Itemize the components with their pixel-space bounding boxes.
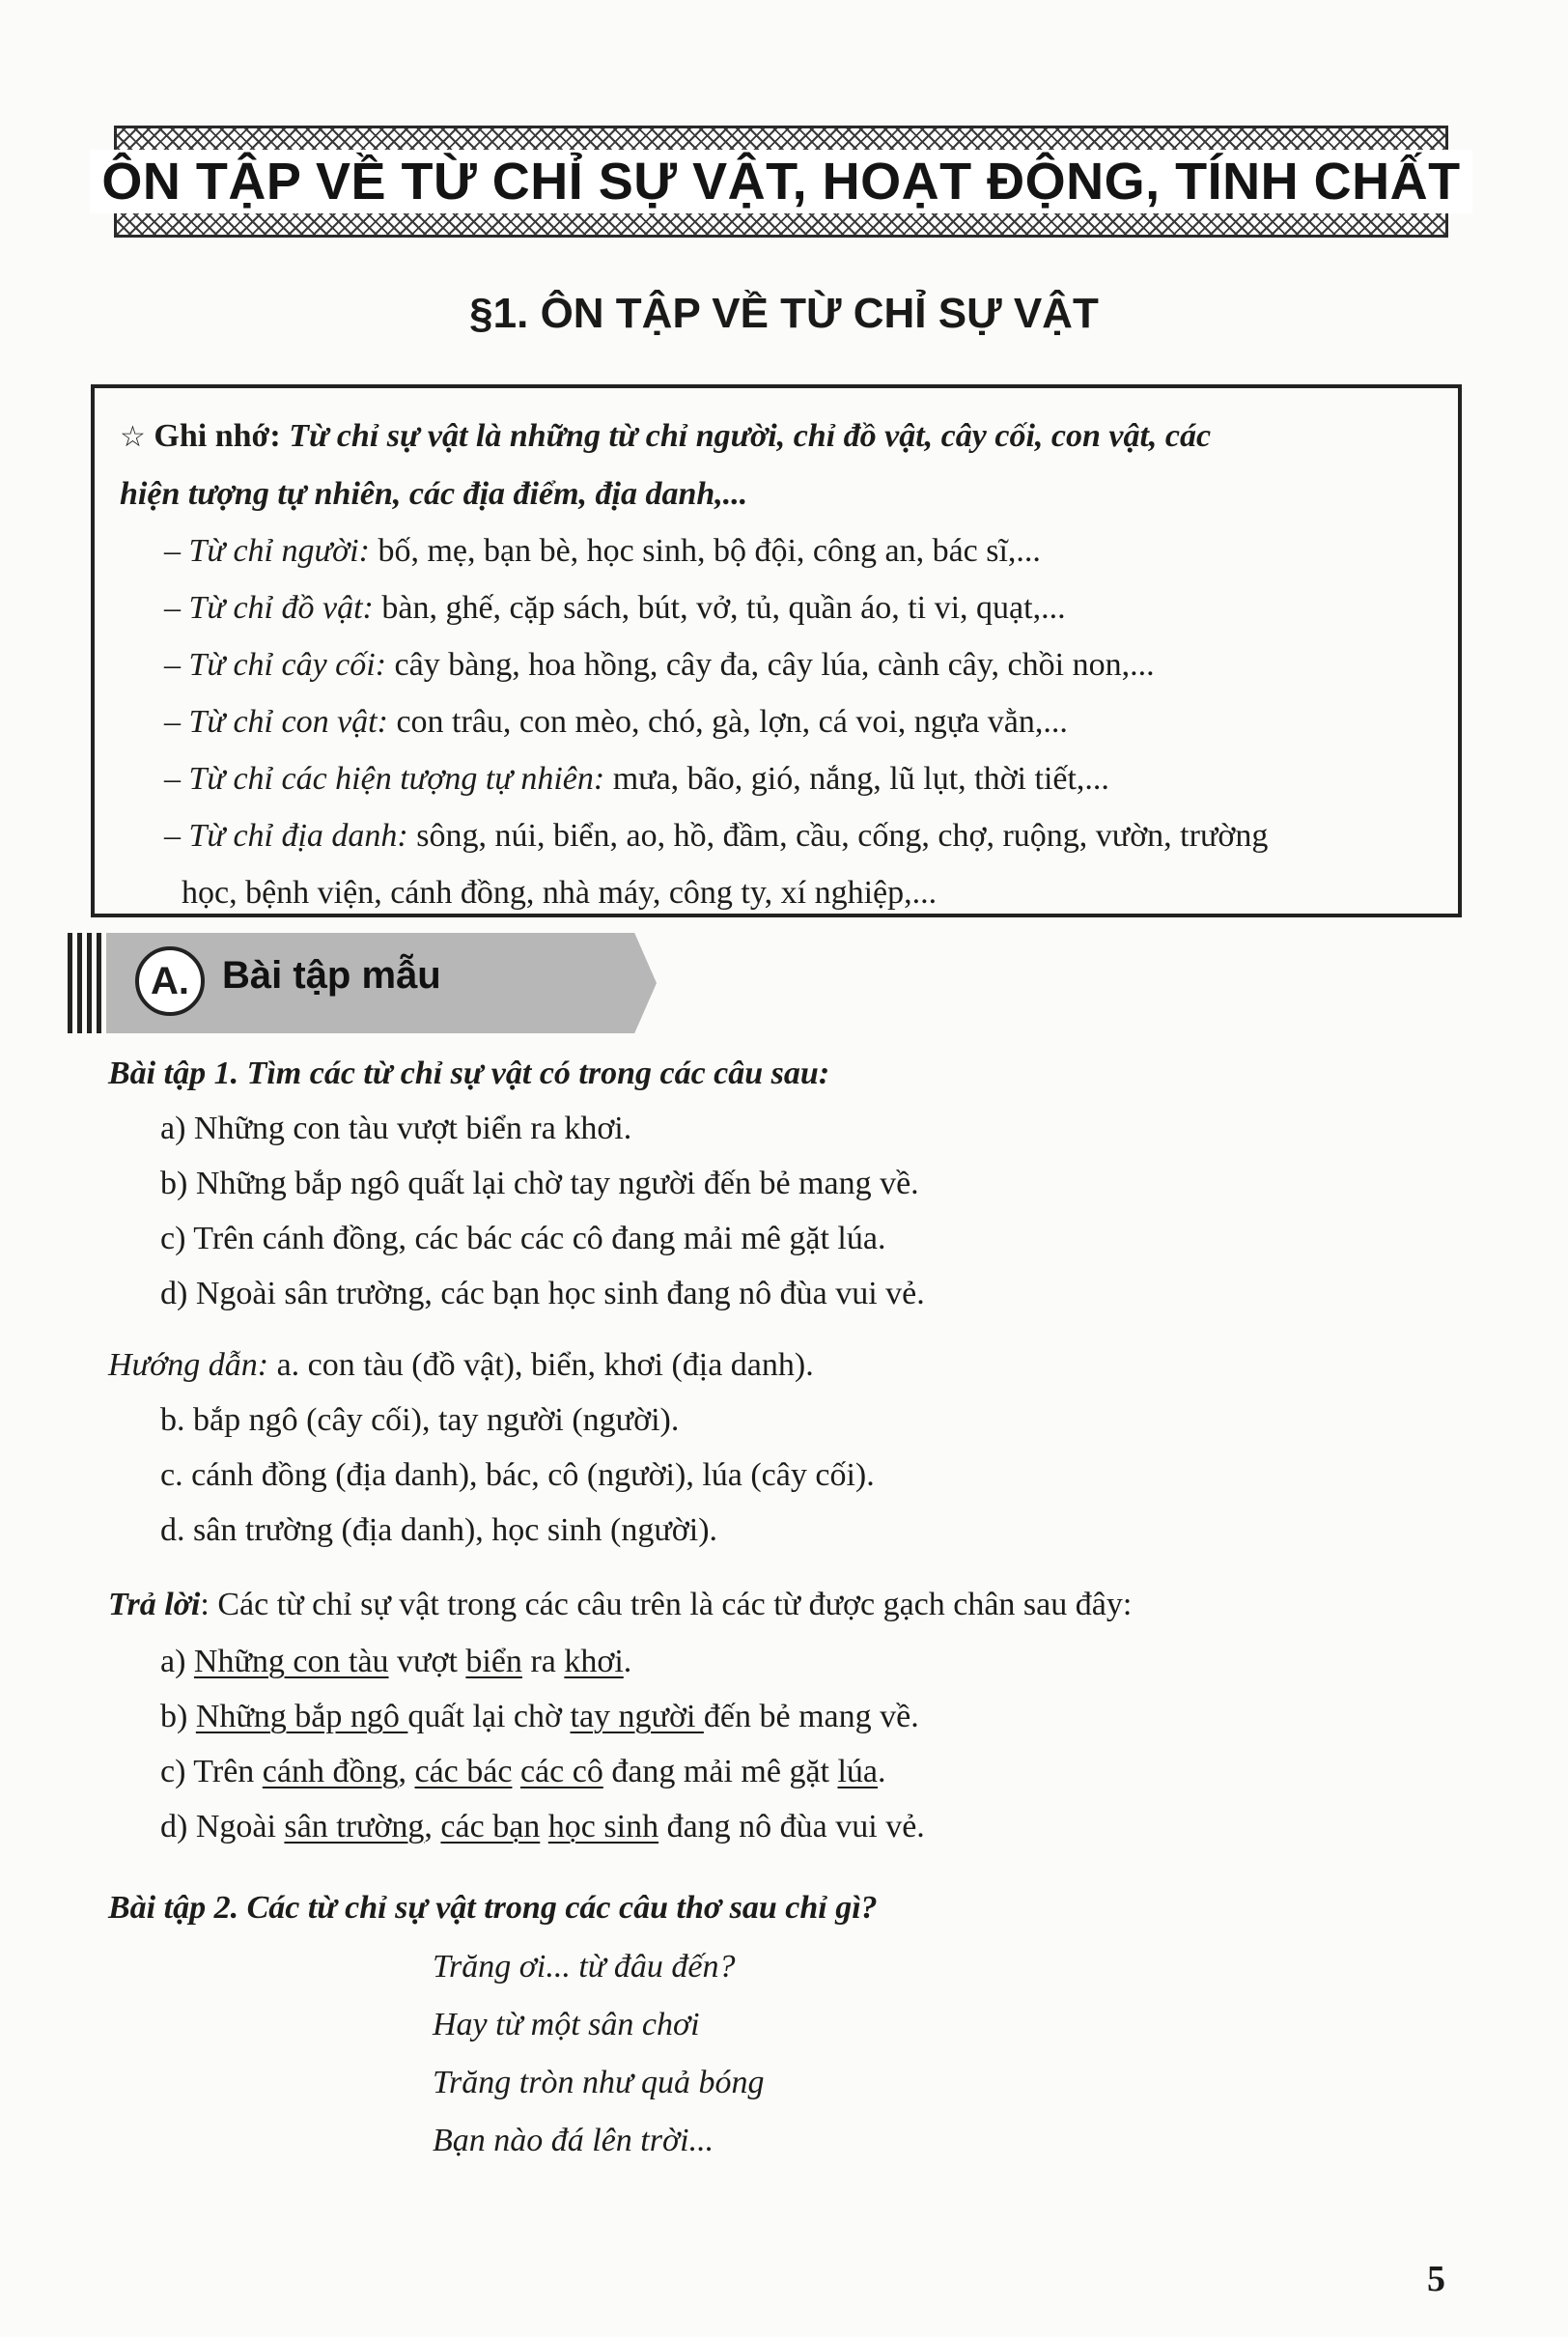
guide-line: b. bắp ngô (cây cối), tay người (người).: [160, 1402, 680, 1438]
note-continuation: học, bệnh viện, cánh đồng, nhà máy, công ty, xí nghiệp,...: [182, 875, 938, 911]
underlined-word: khơi: [564, 1644, 624, 1679]
note-item: [120, 750, 1433, 807]
poem-line: Bạn nào đá lên trời...: [433, 2123, 714, 2158]
guide-line: c. cánh đồng (địa danh), bác, cô (người), lúa (cây cối).: [160, 1457, 875, 1493]
section-a-header: [68, 933, 657, 1033]
note-item-label: – Từ chỉ người:: [164, 533, 370, 569]
poem-line: Hay từ một sân chơi: [433, 2007, 700, 2042]
note-item: [120, 522, 1433, 579]
answer-text: .: [878, 1754, 886, 1789]
answer-text: ,: [424, 1809, 441, 1844]
note-definition-2: hiện tượng tự nhiên, các địa điểm, địa danh,...: [120, 476, 748, 512]
note-definition-1: Từ chỉ sự vật là những từ chỉ người, chỉ đồ vật, cây cối, con vật, các: [289, 418, 1212, 454]
guide-line: d. sân trường (địa danh), học sinh (người).: [160, 1512, 718, 1548]
note-label: Ghi nhớ:: [154, 418, 281, 454]
underlined-word: các cô: [519, 1754, 603, 1789]
guide-label: Hướng dẫn:: [108, 1347, 269, 1383]
answer-label: Trả lời: [108, 1587, 201, 1622]
answer-text: quất lại chờ: [407, 1699, 571, 1734]
guide-text: a. con tàu (đồ vật), biển, khơi (địa danh).: [268, 1347, 814, 1383]
section-a-title: Bài tập mẫu: [222, 954, 441, 997]
chapter-banner: [101, 126, 1461, 238]
answer-text: .: [623, 1644, 632, 1679]
section-letter: A.: [135, 946, 205, 1016]
exercise-1-sentence: d) Ngoài sân trường, các bạn học sinh đang nô đùa vui vẻ.: [160, 1276, 925, 1311]
underlined-word: cánh đồng: [262, 1754, 399, 1789]
answer-text: c) Trên: [160, 1754, 263, 1789]
answer-text: đang mải mê gặt: [602, 1754, 838, 1789]
answer-line-b: [160, 1699, 919, 1735]
note-item-text: bố, mẹ, bạn bè, học sinh, bộ đội, công an, bác sĩ,...: [369, 533, 1041, 569]
note-box: [91, 384, 1462, 917]
answer-line-c: [160, 1754, 886, 1790]
note-item-label: – Từ chỉ cây cối:: [164, 647, 387, 683]
note-item-text: sông, núi, biển, ao, hồ, đầm, cầu, cống, chợ, ruộng, vườn, trường: [407, 818, 1269, 854]
underlined-word: Những bắp ngô: [195, 1699, 408, 1734]
page-number: 5: [1427, 2259, 1445, 2299]
answer-text: a): [160, 1644, 194, 1679]
answer-text: ,: [398, 1754, 415, 1789]
note-item-text: con trâu, con mèo, chó, gà, lợn, cá voi, ngựa vằn,...: [387, 704, 1068, 740]
answer-text: vượt: [388, 1644, 466, 1679]
answer-line-d: [160, 1809, 925, 1845]
underlined-word: học sinh: [547, 1809, 659, 1844]
guide-line: [108, 1347, 814, 1384]
note-item-label: – Từ chỉ địa danh:: [164, 818, 408, 854]
poem-line: Trăng ơi... từ đâu đến?: [433, 1949, 736, 1985]
note-item-label: – Từ chỉ đồ vật:: [164, 590, 374, 626]
note-item: [120, 636, 1433, 693]
exercise-1-heading: Bài tập 1. Tìm các từ chỉ sự vật có trong các câu sau:: [108, 1056, 830, 1091]
note-item: [120, 693, 1433, 750]
answer-line-a: [160, 1644, 631, 1680]
underlined-word: Những con tàu: [193, 1644, 389, 1679]
note-heading: [120, 408, 1433, 465]
answer-text: ra: [521, 1644, 565, 1679]
exercise-1-sentence: b) Những bắp ngô quất lại chờ tay người đến bẻ mang về.: [160, 1166, 919, 1201]
note-item: [120, 807, 1433, 864]
exercise-1-sentence: c) Trên cánh đồng, các bác các cô đang mải mê gặt lúa.: [160, 1221, 886, 1256]
answer-intro: [108, 1587, 1132, 1623]
answer-text: [540, 1809, 548, 1844]
answer-text: đến bẻ mang về.: [703, 1699, 919, 1734]
underlined-word: biển: [465, 1644, 522, 1679]
answer-text: b): [160, 1699, 196, 1734]
note-item-text: bàn, ghế, cặp sách, bút, vở, tủ, quần áo, ti vi, quạt,...: [373, 590, 1066, 626]
section-title: §1. ÔN TẬP VỀ TỪ CHỈ SỰ VẬT: [469, 290, 1099, 337]
underlined-word: các bạn: [440, 1809, 541, 1844]
underlined-word: tay người: [570, 1699, 704, 1734]
poem-line: Trăng tròn như quả bóng: [433, 2065, 765, 2100]
underlined-word: các bác: [414, 1754, 513, 1789]
note-item-text: mưa, bão, gió, nắng, lũ lụt, thời tiết,...: [604, 761, 1109, 797]
underlined-word: sân trường: [284, 1809, 425, 1844]
exercise-1-sentence: a) Những con tàu vượt biển ra khơi.: [160, 1111, 632, 1146]
chapter-title: ÔN TẬP VỀ TỪ CHỈ SỰ VẬT, HOẠT ĐỘNG, TÍNH CHẤT: [90, 150, 1471, 213]
answer-text: d) Ngoài: [160, 1809, 285, 1844]
decorative-bars: [68, 933, 106, 1033]
underlined-word: lúa: [837, 1754, 879, 1789]
note-item-label: – Từ chỉ các hiện tượng tự nhiên:: [164, 761, 605, 797]
exercise-2-heading: Bài tập 2. Các từ chỉ sự vật trong các câu thơ sau chỉ gì?: [108, 1890, 878, 1926]
answer-intro-text: : Các từ chỉ sự vật trong các câu trên là các từ được gạch chân sau đây:: [200, 1587, 1133, 1622]
note-item-text: cây bàng, hoa hồng, cây đa, cây lúa, cành cây, chồi non,...: [386, 647, 1155, 683]
answer-text: đang nô đùa vui vẻ.: [658, 1809, 925, 1844]
note-item-label: – Từ chỉ con vật:: [164, 704, 388, 740]
note-item: [120, 579, 1433, 636]
answer-text: [512, 1754, 520, 1789]
star-icon: ☆: [120, 420, 146, 454]
